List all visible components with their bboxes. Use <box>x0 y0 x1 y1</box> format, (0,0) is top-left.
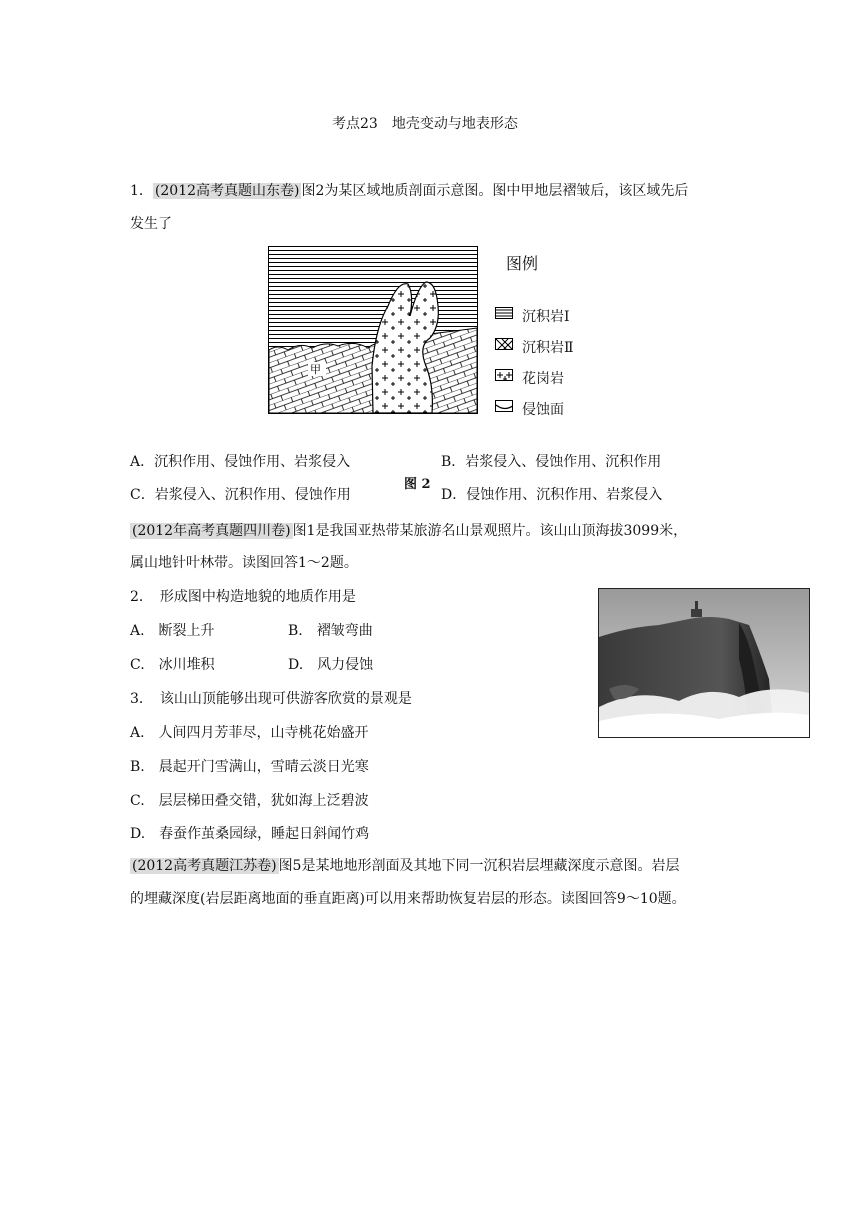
q3-option-b[interactable]: B. 晨起开门雪满山，雪晴云淡日光寒 <box>130 759 369 775</box>
sichuan-intro-line2: 属山地针叶林带。读图回答1～2题。 <box>130 555 358 571</box>
granite-symbol <box>495 369 513 381</box>
legend-item-2: 沉积岩Ⅱ <box>522 340 574 356</box>
stratum-jia-label: 甲 <box>310 363 321 376</box>
q2-option-b[interactable]: B. 褶皱弯曲 <box>288 623 373 639</box>
q1-stem <box>130 180 688 200</box>
q1-option-d[interactable]: D．侵蚀作用、沉积作用、岩浆侵入 <box>441 487 663 503</box>
q1-stem-text: 图2为某区域地质剖面示意图。图中甲地层褶皱后，该区域先后 <box>301 183 689 199</box>
legend-title: 图例 <box>506 256 539 273</box>
q3-option-a[interactable]: A. 人间四月芳菲尽，山寺桃花始盛开 <box>130 725 369 741</box>
geologic-section-figure <box>268 246 478 414</box>
q2-stem: 2． 形成图中构造地貌的地质作用是 <box>130 589 356 605</box>
q3-option-d[interactable]: D. 春蚕作茧桑园绿，睡起日斜闻竹鸡 <box>130 826 370 842</box>
jiangsu-source-tag: (2012高考真题江苏卷) <box>132 858 277 874</box>
sedimentary-rock-2-symbol <box>495 338 513 350</box>
sichuan-source-tag: (2012年高考真题四川卷) <box>132 523 291 539</box>
erosion-surface-symbol <box>495 400 513 412</box>
q1-option-c[interactable]: C．岩浆侵入、沉积作用、侵蚀作用 <box>130 487 351 503</box>
mountain-photo <box>598 588 810 738</box>
q1-option-b[interactable]: B．岩浆侵入、侵蚀作用、沉积作用 <box>441 454 662 470</box>
legend-item-3: 花岗岩 <box>522 371 564 387</box>
q1-stem-line2: 发生了 <box>130 216 172 232</box>
sedimentary-rock-1-symbol <box>495 307 513 319</box>
sichuan-intro-text: 图1是我国亚热带某旅游名山景观照片。该山山顶海拔3099米， <box>292 523 688 539</box>
q1-source-tag: (2012高考真题山东卷) <box>154 183 300 199</box>
q2-option-a[interactable]: A. 断裂上升 <box>130 623 215 639</box>
jiangsu-intro-text: 图5是某地地形剖面及其地下同一沉积岩层埋藏深度示意图。岩层 <box>278 858 680 874</box>
legend-item-1: 沉积岩Ⅰ <box>522 309 570 325</box>
jiangsu-intro-line2: 的埋藏深度(岩层距离地面的垂直距离)可以用来帮助恢复岩层的形态。读图回答9～10题。 <box>130 891 686 907</box>
jiangsu-intro-line1 <box>130 855 679 875</box>
q3-stem: 3． 该山山顶能够出现可供游客欣赏的景观是 <box>130 691 412 707</box>
legend-item-4: 侵蚀面 <box>522 402 564 418</box>
page-title: 考点23 地壳变动与地表形态 <box>332 116 518 132</box>
q2-option-c[interactable]: C. 冰川堆积 <box>130 657 215 673</box>
q1-option-a[interactable]: A．沉积作用、侵蚀作用、岩浆侵入 <box>130 454 351 470</box>
sichuan-intro-line1 <box>130 520 687 540</box>
q2-option-d[interactable]: D. 风力侵蚀 <box>288 657 374 673</box>
q1-number: 1． <box>130 183 153 199</box>
figure-2-caption: 图 2 <box>404 477 431 492</box>
q3-option-c[interactable]: C. 层层梯田叠交错，犹如海上泛碧波 <box>130 793 369 809</box>
